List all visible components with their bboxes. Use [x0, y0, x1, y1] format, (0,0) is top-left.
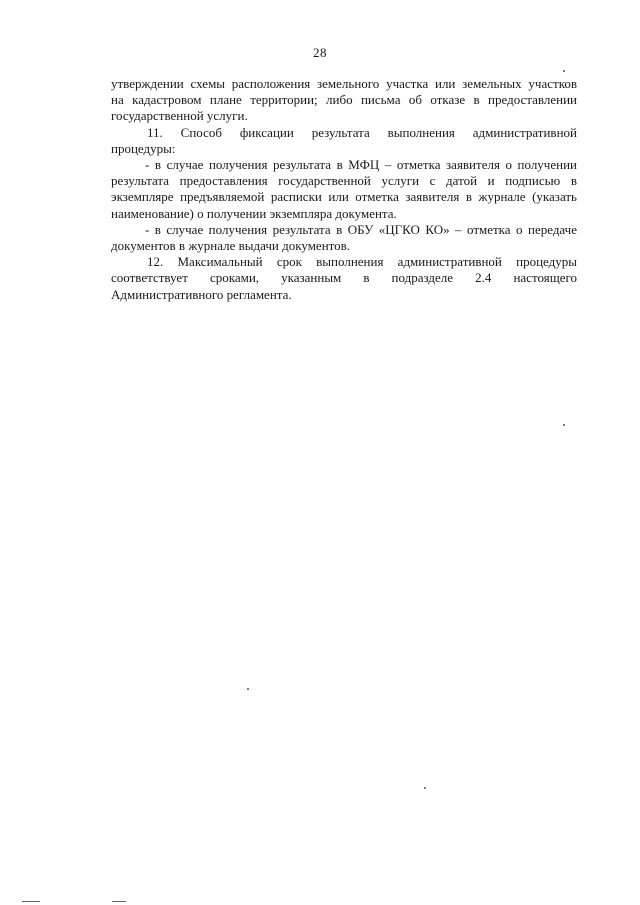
text-line: соответствует сроками, указанным в подразделе 2.4 настоящего — [111, 270, 577, 286]
text-line: документов в журнале выдачи документов. — [111, 238, 351, 254]
section-12-heading: 12. Максимальный срок выполнения административной процедуры — [147, 254, 577, 270]
text-line: утверждении схемы расположения земельного участка или земельных участков — [111, 76, 577, 91]
scan-speck — [247, 688, 249, 690]
scan-edge-mark — [22, 901, 40, 902]
text-line: экземпляре предъявляемой расписки или отметка заявителя в журнале (указать — [111, 189, 577, 205]
document-body — [111, 76, 577, 303]
scan-speck — [424, 787, 426, 789]
page-number: 28 — [313, 45, 327, 60]
scan-edge-mark — [112, 901, 126, 902]
text-line: процедуры: — [111, 140, 176, 156]
scan-speck — [563, 424, 565, 426]
text-line: на кадастровом плане территории; либо письма об отказе в предоставлении — [111, 92, 577, 108]
text-line: наименование) о получении экземпляра документа. — [111, 205, 397, 221]
scan-speck — [563, 70, 565, 72]
list-item: - в случае получения результата в ОБУ «ЦГКО КО» – отметка о передаче — [145, 221, 577, 237]
text-line: результата предоставления государственной услуги с датой и подписью в — [111, 173, 577, 189]
list-item: - в случае получения результата в МФЦ – отметка заявителя о получении — [145, 157, 577, 173]
text-line: Административного регламента. — [111, 286, 292, 302]
text-line: государственной услуги. — [111, 108, 248, 124]
section-11-heading: 11. Способ фиксации результата выполнения административной — [147, 124, 577, 140]
